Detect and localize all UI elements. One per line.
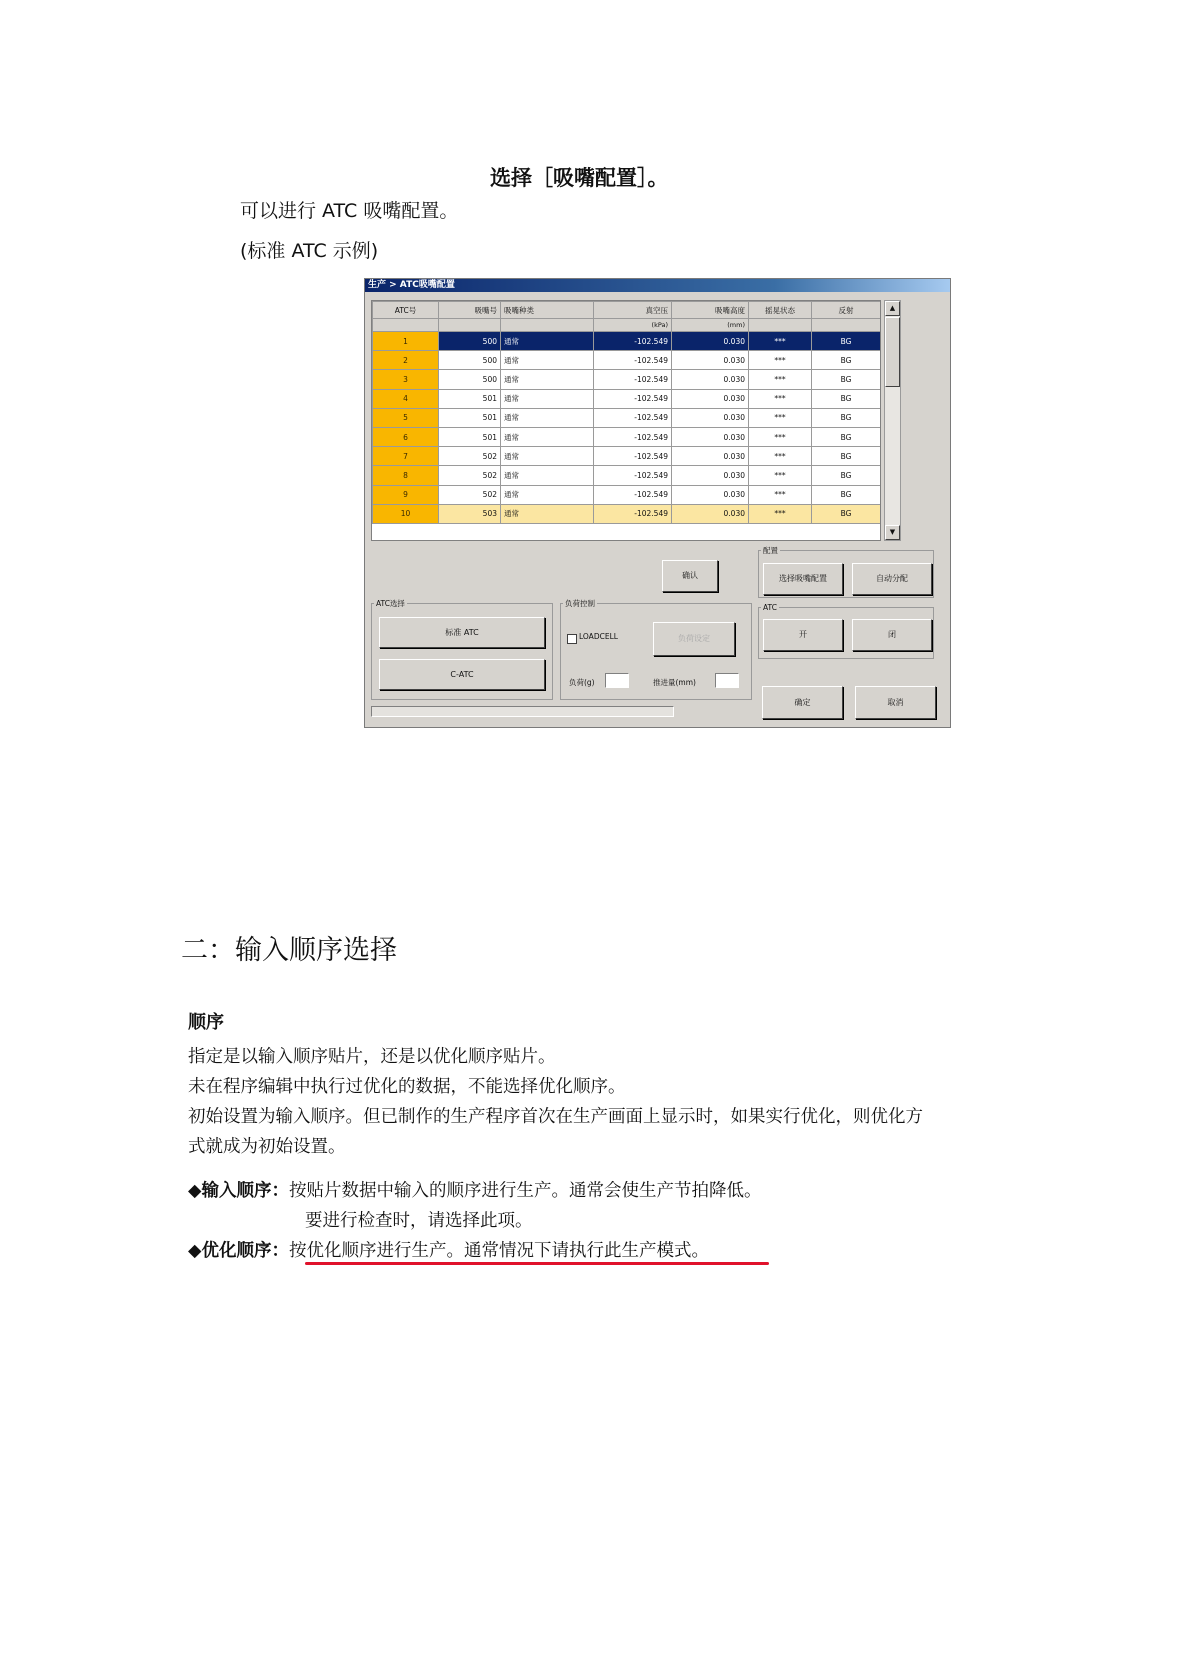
state-cell[interactable]: *** — [749, 447, 812, 466]
nozzle-cell[interactable]: 502 — [439, 447, 501, 466]
vacuum-cell[interactable]: -102.549 — [594, 408, 672, 427]
height-cell[interactable]: 0.030 — [672, 427, 749, 446]
intro-text: 可以进行 ATC 吸嘴配置。 — [240, 200, 459, 222]
atc-cell[interactable]: 10 — [373, 504, 439, 523]
table-unit-row — [373, 319, 881, 332]
atc-cell[interactable]: 7 — [373, 447, 439, 466]
confirm-button[interactable]: 确认 — [662, 560, 718, 592]
atc-cell[interactable]: 4 — [373, 389, 439, 408]
height-cell[interactable]: 0.030 — [672, 466, 749, 485]
height-cell[interactable]: 0.030 — [672, 408, 749, 427]
unit-cell — [812, 319, 881, 332]
select-nozzle-config-button[interactable]: 选择吸嘴配置 — [763, 563, 843, 595]
c-atc-button[interactable]: C-ATC — [379, 659, 545, 690]
table-row[interactable] — [373, 466, 881, 485]
reflect-cell[interactable]: BG — [812, 370, 881, 389]
atc-cell[interactable]: 2 — [373, 351, 439, 370]
reflect-cell[interactable]: BG — [812, 351, 881, 370]
close-button[interactable]: 闭 — [852, 619, 932, 651]
auto-assign-button[interactable]: 自动分配 — [852, 563, 932, 595]
vacuum-cell[interactable]: -102.549 — [594, 427, 672, 446]
bullet-input-order — [188, 1177, 761, 1202]
nozzle-cell[interactable]: 502 — [439, 485, 501, 504]
table-header-row — [373, 302, 881, 319]
load-control-group-label: 负荷控制 — [565, 599, 595, 608]
red-underline-highlight — [305, 1262, 769, 1265]
section-heading: 二：输入顺序选择 — [181, 935, 397, 966]
intro-title: 选择［吸嘴配置］。 — [490, 166, 669, 190]
atc-nozzle-config-screenshot — [364, 278, 951, 728]
reflect-cell[interactable]: BG — [812, 389, 881, 408]
atc-group-label: ATC — [763, 603, 777, 612]
height-cell[interactable]: 0.030 — [672, 485, 749, 504]
unit-cell — [501, 319, 594, 332]
paragraph: 式就成为初始设置。 — [188, 1137, 346, 1157]
intro-example-note: (标准 ATC 示例) — [240, 240, 379, 262]
type-cell[interactable]: 通常 — [501, 332, 594, 351]
state-cell[interactable]: *** — [749, 332, 812, 351]
nozzle-cell[interactable]: 501 — [439, 389, 501, 408]
load-set-button[interactable]: 负荷设定 — [653, 622, 735, 656]
state-cell[interactable]: *** — [749, 389, 812, 408]
cancel-button[interactable]: 取消 — [855, 686, 936, 719]
reflect-cell[interactable]: BG — [812, 485, 881, 504]
atc-cell[interactable]: 1 — [373, 332, 439, 351]
loadcell-label: LOADCELL — [579, 632, 618, 641]
state-cell[interactable]: *** — [749, 408, 812, 427]
vacuum-cell[interactable]: -102.549 — [594, 389, 672, 408]
reflect-cell[interactable]: BG — [812, 427, 881, 446]
column-header[interactable]: 吸嘴种类 — [501, 302, 594, 319]
bullet-label: ◆输入顺序： — [188, 1181, 289, 1201]
unit-cell — [373, 319, 439, 332]
state-cell[interactable]: *** — [749, 427, 812, 446]
open-button[interactable]: 开 — [763, 619, 843, 651]
column-header[interactable]: 反射 — [812, 302, 881, 319]
vacuum-cell[interactable]: -102.549 — [594, 370, 672, 389]
state-cell[interactable]: *** — [749, 370, 812, 389]
height-cell[interactable]: 0.030 — [672, 447, 749, 466]
reflect-cell[interactable]: BG — [812, 504, 881, 523]
column-header[interactable]: 吸嘴高度 — [672, 302, 749, 319]
stroke-field[interactable] — [715, 673, 739, 688]
atc-cell[interactable]: 6 — [373, 427, 439, 446]
table-row[interactable] — [373, 427, 881, 446]
nozzle-cell[interactable]: 503 — [439, 504, 501, 523]
vacuum-cell[interactable]: -102.549 — [594, 332, 672, 351]
nozzle-cell[interactable]: 500 — [439, 332, 501, 351]
type-cell[interactable]: 通常 — [501, 466, 594, 485]
scroll-down-icon[interactable]: ▼ — [885, 525, 900, 540]
unit-cell: (kPa) — [594, 319, 672, 332]
stroke-label: 推进量(mm) — [653, 678, 696, 687]
status-bar — [371, 706, 674, 717]
bullet-optimized-order — [188, 1237, 709, 1262]
atc-cell[interactable]: 9 — [373, 485, 439, 504]
table-row[interactable] — [373, 389, 881, 408]
nozzle-cell[interactable]: 502 — [439, 466, 501, 485]
table-row[interactable] — [373, 351, 881, 370]
type-cell[interactable]: 通常 — [501, 485, 594, 504]
vacuum-cell[interactable]: -102.549 — [594, 504, 672, 523]
table-row[interactable] — [373, 485, 881, 504]
atc-cell[interactable]: 8 — [373, 466, 439, 485]
sub-heading: 顺序 — [188, 1012, 224, 1033]
type-cell[interactable]: 通常 — [501, 408, 594, 427]
window-title-bar: 生产 > ATC吸嘴配置 — [365, 279, 950, 292]
type-cell[interactable]: 通常 — [501, 389, 594, 408]
bullet-text: 按贴片数据中输入的顺序进行生产。通常会使生产节拍降低。 — [288, 1181, 762, 1201]
table-row[interactable] — [373, 332, 881, 351]
type-cell[interactable]: 通常 — [501, 504, 594, 523]
state-cell[interactable]: *** — [749, 351, 812, 370]
reflect-cell[interactable]: BG — [812, 408, 881, 427]
height-cell[interactable]: 0.030 — [672, 370, 749, 389]
standard-atc-button[interactable]: 标准 ATC — [379, 617, 545, 648]
config-group-label: 配置 — [763, 546, 778, 555]
height-cell[interactable]: 0.030 — [672, 332, 749, 351]
reflect-cell[interactable]: BG — [812, 466, 881, 485]
weight-label: 负荷(g) — [569, 678, 595, 687]
bullet-text: 按优化顺序进行生产。通常情况下请执行此生产模式。 — [288, 1241, 709, 1261]
column-header[interactable]: 真空压 — [594, 302, 672, 319]
nozzle-cell[interactable]: 501 — [439, 427, 501, 446]
height-cell[interactable]: 0.030 — [672, 351, 749, 370]
nozzle-grid — [371, 300, 881, 541]
scroll-thumb[interactable] — [885, 317, 900, 387]
reflect-cell[interactable]: BG — [812, 332, 881, 351]
state-cell[interactable]: *** — [749, 466, 812, 485]
grid-vertical-scrollbar[interactable] — [884, 300, 901, 541]
paragraph: 未在程序编辑中执行过优化的数据，不能选择优化顺序。 — [188, 1077, 626, 1097]
atc-cell[interactable]: 5 — [373, 408, 439, 427]
bullet-continuation: 要进行检查时，请选择此项。 — [305, 1211, 533, 1231]
atc-cell[interactable]: 3 — [373, 370, 439, 389]
table-row[interactable] — [373, 370, 881, 389]
type-cell[interactable]: 通常 — [501, 370, 594, 389]
nozzle-cell[interactable]: 500 — [439, 370, 501, 389]
vacuum-cell[interactable]: -102.549 — [594, 351, 672, 370]
paragraph: 初始设置为输入顺序。但已制作的生产程序首次在生产画面上显示时，如果实行优化，则优化方 — [188, 1107, 923, 1127]
reflect-cell[interactable]: BG — [812, 447, 881, 466]
weight-field[interactable] — [605, 673, 629, 688]
column-header[interactable]: 摇晃状态 — [749, 302, 812, 319]
type-cell[interactable]: 通常 — [501, 427, 594, 446]
scroll-up-icon[interactable]: ▲ — [885, 301, 900, 316]
nozzle-table — [372, 301, 881, 524]
table-row[interactable] — [373, 504, 881, 523]
column-header[interactable]: 吸嘴号 — [439, 302, 501, 319]
type-cell[interactable]: 通常 — [501, 351, 594, 370]
paragraph: 指定是以输入顺序贴片，还是以优化顺序贴片。 — [188, 1047, 556, 1067]
vacuum-cell[interactable]: -102.549 — [594, 466, 672, 485]
loadcell-checkbox[interactable] — [567, 634, 577, 644]
table-row[interactable] — [373, 408, 881, 427]
type-cell[interactable]: 通常 — [501, 447, 594, 466]
atc-select-group-label: ATC选择 — [376, 599, 405, 608]
column-header[interactable]: ATC号 — [373, 302, 439, 319]
unit-cell — [439, 319, 501, 332]
state-cell[interactable]: *** — [749, 485, 812, 504]
nozzle-cell[interactable]: 500 — [439, 351, 501, 370]
table-row[interactable] — [373, 447, 881, 466]
unit-cell — [749, 319, 812, 332]
height-cell[interactable]: 0.030 — [672, 389, 749, 408]
unit-cell: (mm) — [672, 319, 749, 332]
nozzle-cell[interactable]: 501 — [439, 408, 501, 427]
bullet-label: ◆优化顺序： — [188, 1241, 289, 1261]
ok-button[interactable]: 确定 — [762, 686, 843, 719]
height-cell[interactable]: 0.030 — [672, 504, 749, 523]
vacuum-cell[interactable]: -102.549 — [594, 447, 672, 466]
vacuum-cell[interactable]: -102.549 — [594, 485, 672, 504]
state-cell[interactable]: *** — [749, 504, 812, 523]
